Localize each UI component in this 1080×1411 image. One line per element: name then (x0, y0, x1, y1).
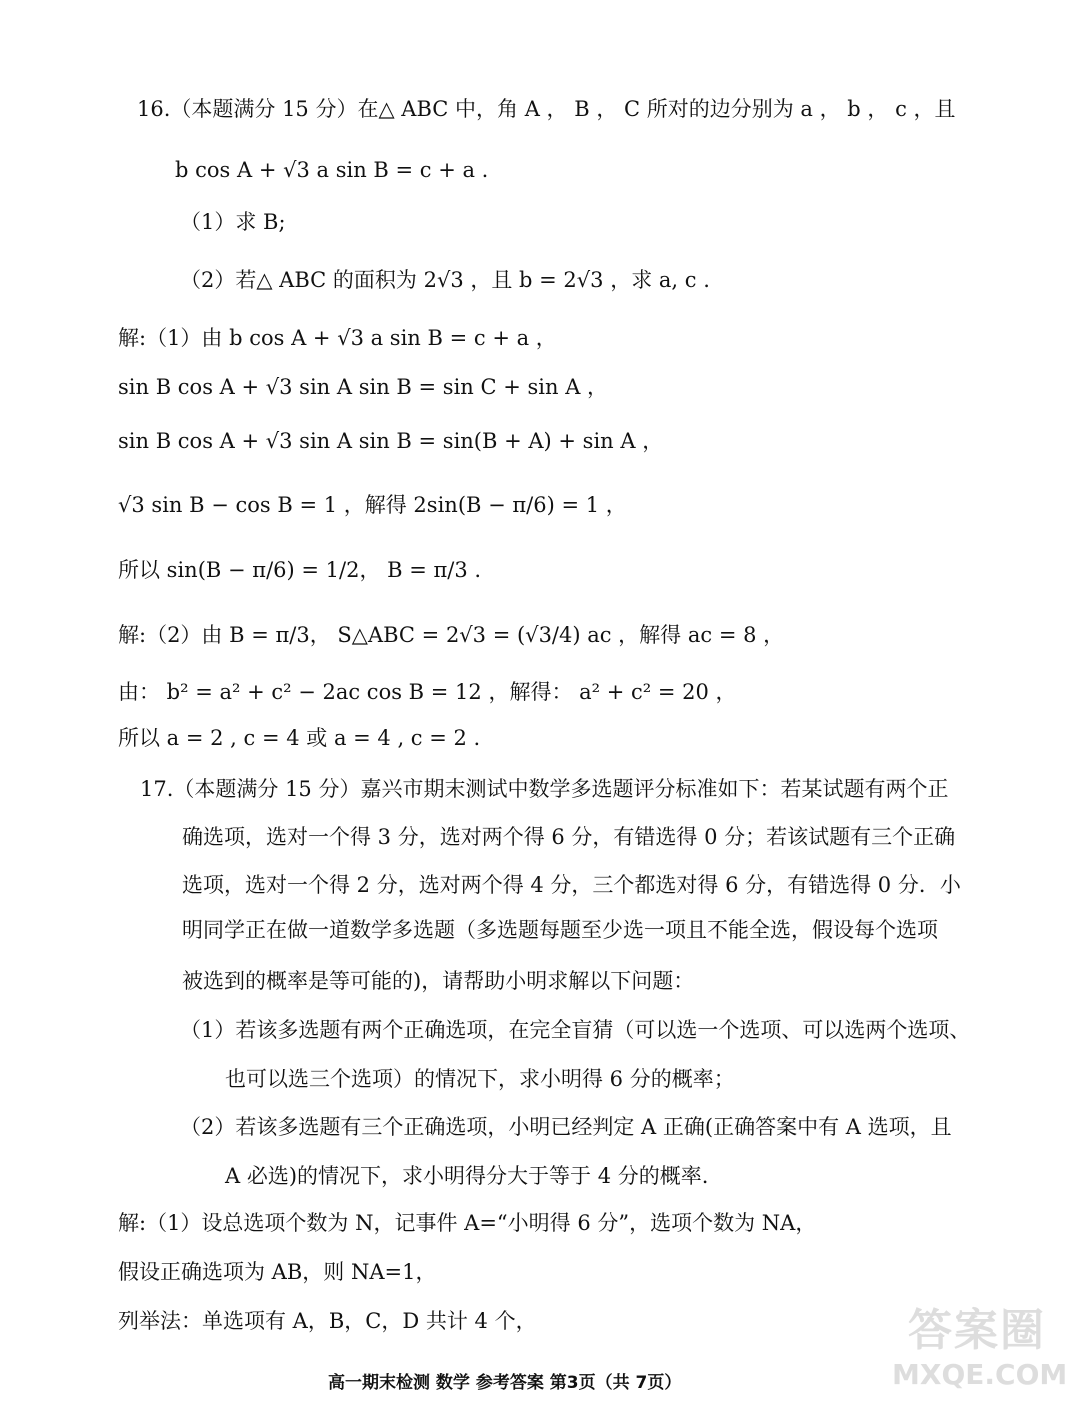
solution-16-line: √3 sin B − cos B = 1 ，解得 2sin(B − π/6) = 1 ， (118, 493, 627, 517)
problem-17-statement-line: 17.（本题满分 15 分）嘉兴市期末测试中数学多选题评分标准如下：若某试题有两个正 (140, 777, 949, 801)
problem-17-question-2: （2）若该多选题有三个正确选项，小明已经判定 A 正确(正确答案中有 A 选项，且 (180, 1115, 952, 1139)
problem-17-statement-line: 确选项，选对一个得 3 分，选对两个得 6 分，有错选得 0 分；若该试题有三个正确 (182, 825, 956, 849)
watermark-logo-text: 答案圈 (908, 1305, 1046, 1356)
problem-16-question-2: （2）若△ ABC 的面积为 2√3 ，且 b = 2√3 ，求 a, c . (180, 268, 710, 292)
solution-17-line: 解:（1）设总选项个数为 N，记事件 A=“小明得 6 分”，选项个数为 NA， (118, 1211, 817, 1235)
solution-17-line: 假设正确选项为 AB，则 NA=1， (118, 1260, 437, 1284)
problem-17-statement-line: 选项，选对一个得 2 分，选对两个得 4 分，三个都选对得 6 分，有错选得 0 分．小 (182, 873, 961, 897)
solution-16-line: 所以 sin(B − π/6) = 1/2， B = π/3 . (118, 558, 482, 582)
solution-16-line: 解:（2）由 B = π/3， S△ABC = 2√3 = (√3/4) ac ，解得 ac = 8 ， (118, 623, 785, 647)
solution-17-line: 列举法：单选项有 A，B，C，D 共计 4 个， (118, 1309, 537, 1333)
solution-16-line: 由： b² = a² + c² − 2ac cos B = 12 ，解得： a² + c² = 20 ， (118, 680, 737, 704)
problem-17-question-2-cont: A 必选)的情况下，求小明得分大于等于 4 分的概率. (225, 1164, 709, 1188)
solution-16-line: 解:（1）由 b cos A + √3 a sin B = c + a ， (118, 326, 557, 350)
problem-16-statement: 16.（本题满分 15 分）在△ ABC 中，角 A ， B ， C 所对的边分别为 a ， b ， c ，且 (137, 97, 956, 121)
problem-17-question-1-cont: 也可以选三个选项）的情况下，求小明得 6 分的概率； (225, 1067, 735, 1091)
site-watermark (892, 1303, 1068, 1403)
problem-17-statement-line: 被选到的概率是等可能的)，请帮助小明求解以下问题： (182, 969, 695, 993)
solution-16-line: sin B cos A + √3 sin A sin B = sin C + sin A ， (118, 375, 609, 399)
watermark-url: MXQE.COM (892, 1358, 1068, 1391)
problem-17-statement-line: 明同学正在做一道数学多选题（多选题每题至少选一项且不能全选，假设每个选项 (182, 918, 938, 942)
problem-16-equation: b cos A + √3 a sin B = c + a . (175, 158, 489, 182)
solution-16-line: sin B cos A + √3 sin A sin B = sin(B + A) + sin A ， (118, 429, 664, 453)
problem-16-question-1: （1）求 B; (180, 210, 286, 234)
solution-16-line: 所以 a = 2 , c = 4 或 a = 4 , c = 2 . (118, 726, 481, 750)
page-footer: 高一期末检测 数学 参考答案 第3页（共 7页） (328, 1373, 682, 1393)
problem-17-question-1: （1）若该多选题有两个正确选项，在完全盲猜（可以选一个选项、可以选两个选项、 (180, 1018, 971, 1042)
